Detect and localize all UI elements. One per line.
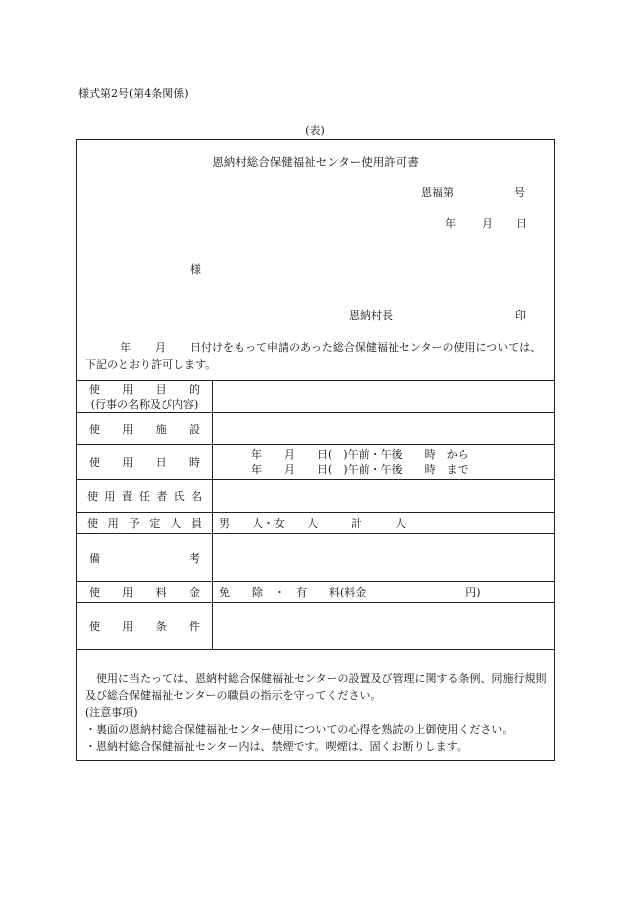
datetime-to: 年 月 日( )午前・午後 時 まで [251, 463, 469, 476]
form-title: 恩納村総合保健福祉センター使用許可書 [212, 155, 419, 169]
datetime-value[interactable] [213, 445, 555, 480]
label-char: 金 [188, 586, 200, 599]
label-char: 用 [122, 382, 134, 396]
table-row-remarks [77, 534, 555, 582]
label-char: 使 [89, 422, 100, 436]
label-char: 件 [188, 620, 200, 633]
table-row-datetime [77, 445, 555, 480]
notes-item: ・恩納村総合保健福祉センター内は、禁煙です。喫煙は、固くお断りします。 [85, 740, 468, 753]
permit-details-table [76, 380, 555, 650]
side-label: (表) [305, 124, 325, 137]
label-char: 日 [155, 456, 167, 469]
attendees-text: 男 人・女 人 計 人 [219, 517, 406, 530]
label-char: 使 [87, 517, 98, 530]
label-char: 用 [122, 422, 134, 436]
remarks-value[interactable] [213, 534, 555, 582]
purpose-label-note: (行事の名称及び内容) [90, 397, 199, 411]
label-char: 使 [89, 382, 100, 396]
table-row-responsible [77, 480, 555, 513]
facility-label [77, 413, 213, 445]
label-char: 用 [122, 620, 134, 633]
label-char: 使 [87, 490, 98, 503]
fee-text: 免 除 ・ 有 料(料金 円) [219, 586, 481, 599]
label-char: 使 [89, 456, 100, 469]
doc-number-suffix: 号 [514, 186, 525, 199]
label-char: 時 [188, 456, 200, 469]
table-row-conditions [77, 603, 555, 650]
label-char: 名 [190, 490, 202, 503]
permit-form-frame [76, 139, 555, 761]
fee-label [77, 582, 213, 603]
label-char: 氏 [173, 490, 185, 503]
label-char: 用 [122, 586, 134, 599]
label-char: 責 [121, 490, 133, 503]
label-char: 用 [122, 456, 134, 469]
label-char: 定 [149, 517, 161, 530]
responsible-value[interactable] [213, 480, 555, 513]
fee-value[interactable] [213, 582, 555, 603]
table-row-attendees [77, 513, 555, 534]
datetime-from: 年 月 日( )午前・午後 時 から [251, 448, 469, 461]
issuer-name: 恩納村長 [349, 309, 393, 322]
responsible-label [77, 480, 213, 513]
remarks-label [77, 534, 213, 582]
label-char: 料 [155, 586, 167, 599]
conditions-label [77, 603, 213, 650]
label-char: 備 [89, 551, 100, 565]
table-row-fee [77, 582, 555, 603]
notes-item: ・裏面の恩納村総合保健福祉センター使用についての心得を熟読の上御使用ください。 [85, 723, 514, 736]
usage-notes [85, 670, 549, 755]
label-char: 考 [189, 551, 200, 565]
notes-heading: (注意事項) [85, 706, 138, 719]
date-year: 年 [445, 217, 456, 230]
purpose-label-main [83, 382, 206, 397]
label-char: 設 [188, 422, 200, 436]
statement-month: 月 [155, 341, 166, 354]
label-char: 人 [170, 517, 182, 530]
table-row-facility [77, 413, 555, 445]
table-row-purpose [77, 381, 555, 413]
form-number: 様式第2号(第4条関係) [78, 87, 189, 100]
label-char: 員 [190, 517, 202, 530]
datetime-label [77, 445, 213, 480]
label-char: 施 [155, 422, 167, 436]
statement-year: 年 [120, 341, 131, 354]
label-char: 的 [188, 382, 200, 396]
date-day: 日 [516, 217, 527, 230]
label-char: 用 [107, 517, 119, 530]
label-char: 者 [156, 490, 168, 503]
issuer-seal: 印 [515, 309, 526, 322]
label-char: 使 [89, 586, 100, 599]
label-char: 任 [138, 490, 150, 503]
date-month: 月 [482, 217, 493, 230]
label-char: 条 [155, 620, 167, 633]
notes-intro: 使用に当たっては、恩納村総合保健福祉センターの設置及び管理に関する条例、同施行規則及び総合保健福祉センターの職員の指示を守ってください。 [85, 672, 547, 702]
conditions-value[interactable] [213, 603, 555, 650]
label-char: 用 [104, 490, 116, 503]
attendees-value[interactable] [213, 513, 555, 534]
attendees-label [77, 513, 213, 534]
permit-statement [85, 339, 547, 373]
facility-value[interactable] [213, 413, 555, 445]
label-char: 予 [128, 517, 140, 530]
purpose-value[interactable] [213, 381, 555, 413]
statement-text: 日付けをもって申請のあった総合保健福祉センターの使用については、下記のとおり許可します。 [85, 341, 542, 371]
label-char: 目 [155, 382, 167, 396]
label-char: 使 [89, 620, 100, 633]
doc-number-prefix: 恩福第 [421, 186, 454, 199]
addressee-suffix: 様 [190, 263, 201, 276]
purpose-label [77, 381, 213, 413]
